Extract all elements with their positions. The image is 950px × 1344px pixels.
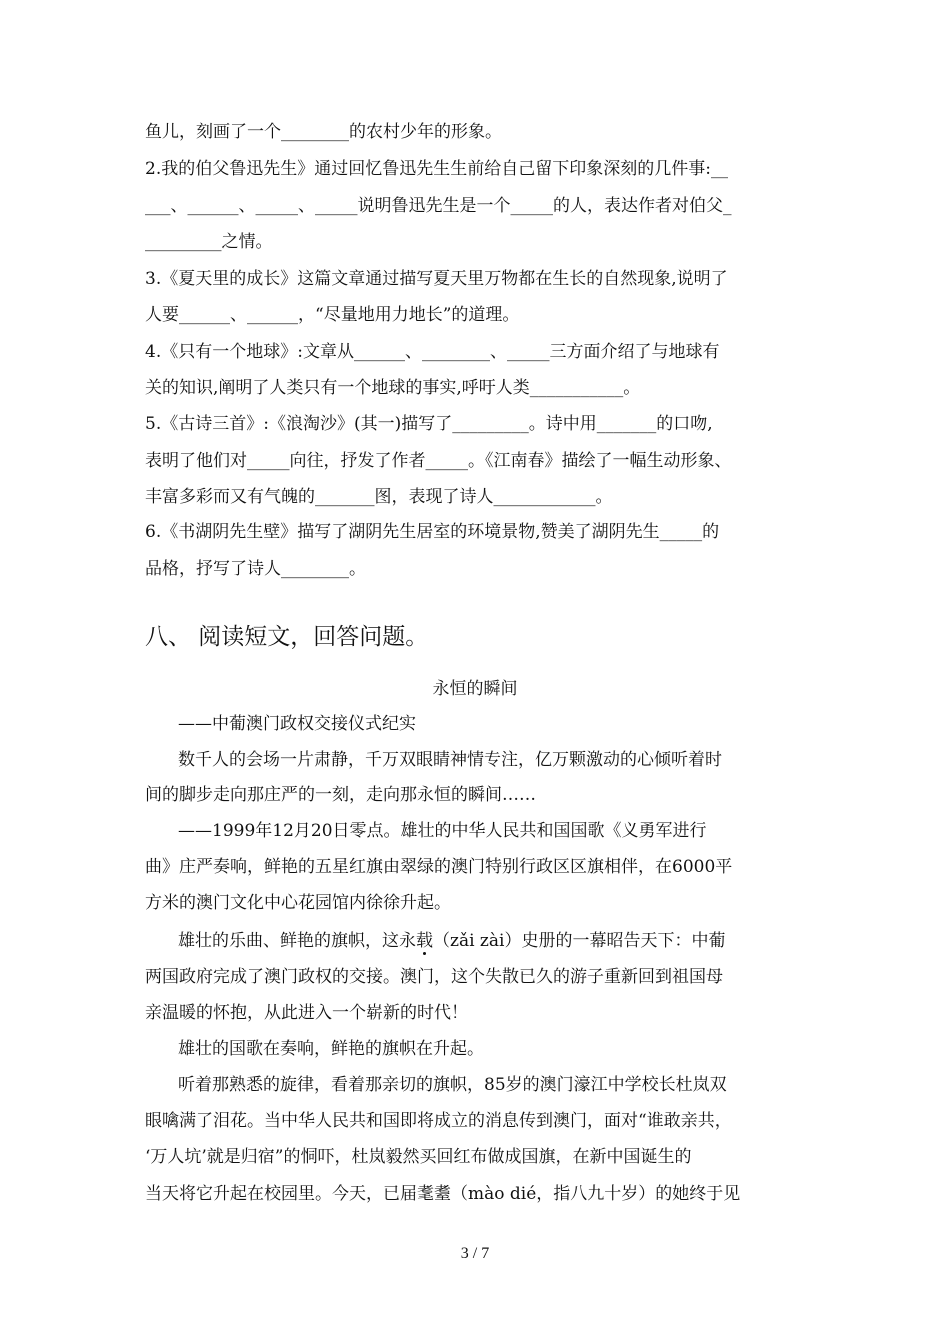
text-line: 关的知识,阐明了人类只有一个地球的事实,呼吁人类___________。 [145, 378, 641, 398]
section-heading: 八、 阅读短文，回答问题。 [145, 624, 429, 650]
text-line: 品格，抒写了诗人________。 [145, 559, 366, 579]
paragraph-line [178, 930, 725, 952]
paragraph-line: 间的脚步走向那庄严的一刻，走向那永恒的瞬间…… [145, 785, 536, 805]
paragraph-line: 数千人的会场一片肃静，千万双眼睛神情专注，亿万颗激动的心倾听着时 [178, 750, 722, 770]
paragraph-line: 曲》庄严奏响，鲜艳的五星红旗由翠绿的澳门特别行政区区旗相伴，在6000平 [145, 857, 733, 877]
question-4: 4.《只有一个地球》:文章从______、________、_____三方面介绍了与地球有 [145, 342, 720, 362]
article-title: 永恒的瞬间 [432, 679, 518, 699]
text-line: _________之情。 [145, 232, 273, 252]
text-line: 丰富多彩而又有气魄的_______图，表现了诗人____________。 [145, 487, 613, 507]
paragraph-line: 方米的澳门文化中心花园馆内徐徐升起。 [145, 893, 451, 913]
page-number: 3 / 7 [460, 1245, 490, 1262]
question-5: 5.《古诗三首》:《浪淘沙》(其一)描写了_________。诗中用_______的口吻, [145, 414, 713, 434]
question-6: 6.《书湖阴先生壁》描写了湖阴先生居室的环境景物,赞美了湖阴先生_____的 [145, 522, 720, 542]
text-line: ___、______、_____、_____说明鲁迅先生是一个_____的人，表达作者对伯父_ [145, 196, 732, 216]
question-3: 3.《夏天里的成长》这篇文章通过描写夏天里万物都在生长的自然现象,说明了 [145, 269, 728, 289]
paragraph-line: ——1999年12月20日零点。雄壮的中华人民共和国国歌《义勇军进行 [178, 821, 707, 841]
paragraph-line: 两国政府完成了澳门政权的交接。澳门，这个失散已久的游子重新回到祖国母 [145, 967, 723, 987]
question-2: 2.我的伯父鲁迅先生》通过回忆鲁迅先生生前给自己留下印象深刻的几件事:__ [145, 159, 728, 179]
text-segment: 雄壮的乐曲、鲜艳的旗帜，这永 [178, 931, 416, 951]
text-line: 鱼儿，刻画了一个________的农村少年的形象。 [145, 122, 502, 142]
paragraph-line: 当天将它升起在校园里。今天，已届耄耋（mào dié，指八九十岁）的她终于见 [145, 1184, 741, 1204]
paragraph-line: 亲温暖的怀抱，从此进入一个崭新的时代！ [145, 1003, 468, 1023]
emphasis-char: 载 [416, 931, 433, 951]
paragraph-line: 听着那熟悉的旋律，看着那亲切的旗帜，85岁的澳门濠江中学校长杜岚双 [178, 1075, 727, 1095]
text-segment: （zǎi zài）史册的一幕昭告天下：中葡 [433, 931, 726, 951]
article-subtitle: ——中葡澳门政权交接仪式纪实 [178, 714, 416, 734]
paragraph-line: 雄壮的国歌在奏响，鲜艳的旗帜在升起。 [178, 1039, 484, 1059]
text-line: 人要______、______，“尽量地用力地长”的道理。 [145, 305, 520, 325]
paragraph-line: 眼噙满了泪花。当中华人民共和国即将成立的消息传到澳门，面对“谁敢亲共， [145, 1111, 732, 1131]
text-line: 表明了他们对_____向往，抒发了作者_____。《江南春》描绘了一幅生动形象、 [145, 451, 732, 471]
paragraph-line: ‘万人坑’就是归宿”的恫吓，杜岚毅然买回红布做成国旗，在新中国诞生的 [145, 1147, 692, 1167]
